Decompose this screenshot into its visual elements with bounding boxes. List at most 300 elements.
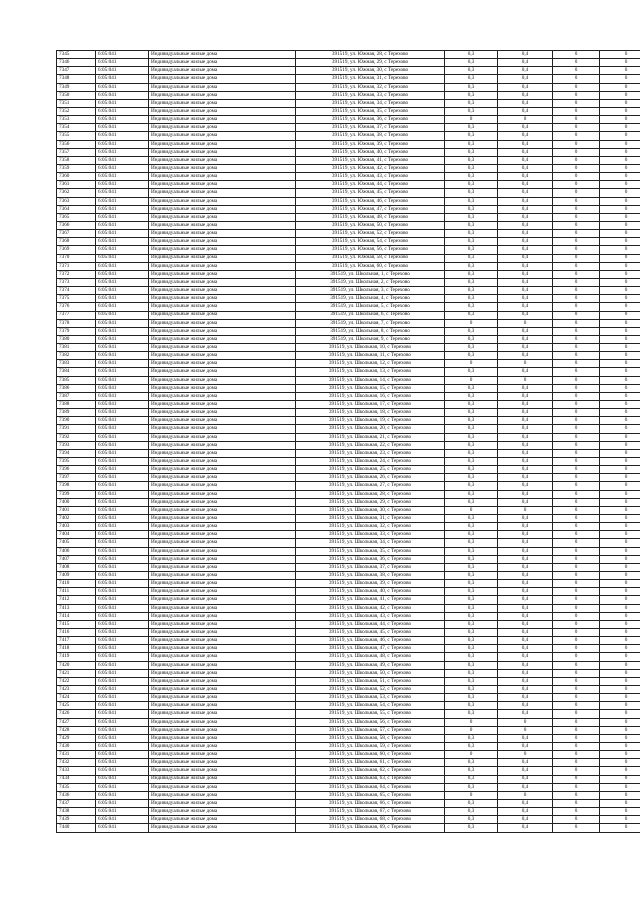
- table-row: [57, 278, 640, 286]
- address-cell: 391519, ул. Южная, 41, с Терехово: [296, 156, 445, 164]
- object-type-cell: Индивидуальные жилые дома: [149, 327, 296, 335]
- value-2-cell: 0,4: [498, 181, 553, 189]
- object-type-cell: Индивидуальные жилые дома: [149, 677, 296, 685]
- address-cell: 391519, ул. Школьная, 43, с Терехово: [296, 612, 445, 620]
- cadastral-code-cell: 6:05:041: [96, 490, 149, 498]
- row-number-cell: 7406: [57, 547, 96, 555]
- address-cell: 391519, ул. Школьная, 47, с Терехово: [296, 645, 445, 653]
- value-1-cell: 0: [445, 376, 498, 384]
- table-row: [57, 515, 640, 523]
- cadastral-code-cell: 6:05:041: [96, 376, 149, 384]
- address-cell: 391519, ул. Южная, 39, с Терехово: [296, 140, 445, 148]
- value-3-cell: 0: [553, 197, 600, 205]
- row-number-cell: 7351: [57, 99, 96, 107]
- value-2-cell: 0,4: [498, 547, 553, 555]
- value-1-cell: 0,3: [445, 555, 498, 563]
- cadastral-code-cell: 6:05:041: [96, 107, 149, 115]
- value-4-cell: 0: [600, 51, 640, 59]
- table-row: [57, 555, 640, 563]
- value-4-cell: 0: [600, 107, 640, 115]
- value-1-cell: 0: [445, 116, 498, 124]
- cadastral-code-cell: 6:05:041: [96, 205, 149, 213]
- object-type-cell: Индивидуальные жилые дома: [149, 59, 296, 67]
- row-number-cell: 7440: [57, 824, 96, 832]
- object-type-cell: Индивидуальные жилые дома: [149, 303, 296, 311]
- value-2-cell: 0,4: [498, 246, 553, 254]
- address-cell: 391519, ул. Школьная, 64, с Терехово: [296, 783, 445, 791]
- address-cell: 391519, ул. Школьная, 58, с Терехово: [296, 734, 445, 742]
- value-4-cell: 0: [600, 490, 640, 498]
- row-number-cell: 7431: [57, 751, 96, 759]
- address-cell: 391519, ул. Южная, 52, с Терехово: [296, 230, 445, 238]
- address-cell: 391519, ул. Школьная, 5, с Терехово: [296, 303, 445, 311]
- value-1-cell: 0,3: [445, 99, 498, 107]
- address-cell: 391519, ул. Южная, 31, с Терехово: [296, 75, 445, 83]
- value-3-cell: 0: [553, 588, 600, 596]
- value-2-cell: 0,4: [498, 742, 553, 750]
- value-4-cell: 0: [600, 197, 640, 205]
- table-row: [57, 319, 640, 327]
- value-4-cell: 0: [600, 620, 640, 628]
- object-type-cell: Индивидуальные жилые дома: [149, 718, 296, 726]
- cadastral-code-cell: 6:05:041: [96, 384, 149, 392]
- value-2-cell: 0,4: [498, 99, 553, 107]
- value-3-cell: 0: [553, 99, 600, 107]
- value-1-cell: 0,3: [445, 498, 498, 506]
- object-type-cell: Индивидуальные жилые дома: [149, 124, 296, 132]
- table-row: [57, 751, 640, 759]
- object-type-cell: Индивидуальные жилые дома: [149, 515, 296, 523]
- value-2-cell: 0,4: [498, 490, 553, 498]
- value-1-cell: 0,3: [445, 295, 498, 303]
- value-2-cell: 0,4: [498, 620, 553, 628]
- table-row: [57, 107, 640, 115]
- value-1-cell: 0,3: [445, 490, 498, 498]
- table-row: [57, 417, 640, 425]
- row-number-cell: 7392: [57, 433, 96, 441]
- object-type-cell: Индивидуальные жилые дома: [149, 295, 296, 303]
- value-1-cell: 0,3: [445, 742, 498, 750]
- value-1-cell: 0,3: [445, 368, 498, 376]
- row-number-cell: 7374: [57, 287, 96, 295]
- value-2-cell: 0,4: [498, 91, 553, 99]
- table-row: [57, 783, 640, 791]
- object-type-cell: Индивидуальные жилые дома: [149, 99, 296, 107]
- value-4-cell: 0: [600, 523, 640, 531]
- value-1-cell: 0,3: [445, 604, 498, 612]
- cadastral-code-cell: 6:05:041: [96, 523, 149, 531]
- cadastral-code-cell: 6:05:041: [96, 612, 149, 620]
- address-cell: 391519, ул. Школьная, 10, с Терехово: [296, 344, 445, 352]
- table-row: [57, 799, 640, 807]
- object-type-cell: Индивидуальные жилые дома: [149, 197, 296, 205]
- row-number-cell: 7393: [57, 441, 96, 449]
- value-2-cell: 0,4: [498, 661, 553, 669]
- value-2-cell: 0,4: [498, 799, 553, 807]
- value-3-cell: 0: [553, 344, 600, 352]
- address-cell: 391519, ул. Южная, 60, с Терехово: [296, 262, 445, 270]
- cadastral-code-cell: 6:05:041: [96, 140, 149, 148]
- object-type-cell: Индивидуальные жилые дома: [149, 173, 296, 181]
- row-number-cell: 7388: [57, 401, 96, 409]
- value-1-cell: 0: [445, 718, 498, 726]
- value-3-cell: 0: [553, 572, 600, 580]
- cadastral-code-cell: 6:05:041: [96, 238, 149, 246]
- value-2-cell: 0,4: [498, 637, 553, 645]
- row-number-cell: 7356: [57, 140, 96, 148]
- address-cell: 391519, ул. Школьная, 1, с Терехово: [296, 270, 445, 278]
- value-3-cell: 0: [553, 620, 600, 628]
- row-number-cell: 7357: [57, 148, 96, 156]
- value-1-cell: 0,3: [445, 425, 498, 433]
- cadastral-code-cell: 6:05:041: [96, 59, 149, 67]
- cadastral-code-cell: 6:05:041: [96, 661, 149, 669]
- cadastral-code-cell: 6:05:041: [96, 173, 149, 181]
- table-row: [57, 572, 640, 580]
- value-2-cell: 0: [498, 319, 553, 327]
- cadastral-code-cell: 6:05:041: [96, 653, 149, 661]
- value-4-cell: 0: [600, 164, 640, 172]
- table-row: [57, 246, 640, 254]
- address-cell: 391519, ул. Школьная, 3, с Терехово: [296, 287, 445, 295]
- value-1-cell: 0,3: [445, 409, 498, 417]
- object-type-cell: Индивидуальные жилые дома: [149, 376, 296, 384]
- table-row: [57, 661, 640, 669]
- object-type-cell: Индивидуальные жилые дома: [149, 458, 296, 466]
- value-1-cell: 0,3: [445, 759, 498, 767]
- object-type-cell: Индивидуальные жилые дома: [149, 368, 296, 376]
- value-2-cell: 0,4: [498, 295, 553, 303]
- value-3-cell: 0: [553, 238, 600, 246]
- table-row: [57, 498, 640, 506]
- row-number-cell: 7365: [57, 213, 96, 221]
- row-number-cell: 7367: [57, 230, 96, 238]
- table-row: [57, 140, 640, 148]
- address-cell: 391519, ул. Школьная, 55, с Терехово: [296, 710, 445, 718]
- address-cell: 391519, ул. Южная, 43, с Терехово: [296, 173, 445, 181]
- cadastral-code-cell: 6:05:041: [96, 368, 149, 376]
- cadastral-code-cell: 6:05:041: [96, 254, 149, 262]
- row-number-cell: 7384: [57, 368, 96, 376]
- value-4-cell: 0: [600, 417, 640, 425]
- value-1-cell: 0: [445, 726, 498, 734]
- value-3-cell: 0: [553, 710, 600, 718]
- value-2-cell: 0,4: [498, 140, 553, 148]
- value-1-cell: 0,3: [445, 303, 498, 311]
- value-2-cell: 0,4: [498, 173, 553, 181]
- row-number-cell: 7387: [57, 392, 96, 400]
- row-number-cell: 7420: [57, 661, 96, 669]
- value-1-cell: 0,3: [445, 653, 498, 661]
- cadastral-code-cell: 6:05:041: [96, 83, 149, 91]
- value-2-cell: 0,4: [498, 572, 553, 580]
- value-1-cell: 0,3: [445, 441, 498, 449]
- value-3-cell: 0: [553, 368, 600, 376]
- cadastral-code-cell: 6:05:041: [96, 449, 149, 457]
- table-row: [57, 213, 640, 221]
- value-4-cell: 0: [600, 726, 640, 734]
- object-type-cell: Индивидуальные жилые дома: [149, 612, 296, 620]
- value-2-cell: 0,4: [498, 523, 553, 531]
- object-type-cell: Индивидуальные жилые дома: [149, 572, 296, 580]
- address-cell: 391519, ул. Школьная, 17, с Терехово: [296, 401, 445, 409]
- object-type-cell: Индивидуальные жилые дома: [149, 164, 296, 172]
- value-2-cell: 0,4: [498, 677, 553, 685]
- value-3-cell: 0: [553, 148, 600, 156]
- table-row: [57, 124, 640, 132]
- value-4-cell: 0: [600, 319, 640, 327]
- object-type-cell: Индивидуальные жилые дома: [149, 751, 296, 759]
- address-cell: 391519, ул. Школьная, 25, с Терехово: [296, 466, 445, 474]
- value-2-cell: 0,4: [498, 539, 553, 547]
- cadastral-code-cell: 6:05:041: [96, 458, 149, 466]
- value-4-cell: 0: [600, 441, 640, 449]
- row-number-cell: 7416: [57, 628, 96, 636]
- value-4-cell: 0: [600, 637, 640, 645]
- value-1-cell: 0,3: [445, 816, 498, 824]
- object-type-cell: Индивидуальные жилые дома: [149, 278, 296, 286]
- value-3-cell: 0: [553, 531, 600, 539]
- row-number-cell: 7423: [57, 685, 96, 693]
- row-number-cell: 7386: [57, 384, 96, 392]
- cadastral-code-cell: 6:05:041: [96, 392, 149, 400]
- row-number-cell: 7402: [57, 515, 96, 523]
- address-cell: 391519, ул. Южная, 48, с Терехово: [296, 213, 445, 221]
- object-type-cell: Индивидуальные жилые дома: [149, 775, 296, 783]
- value-4-cell: 0: [600, 669, 640, 677]
- value-3-cell: 0: [553, 319, 600, 327]
- row-number-cell: 7401: [57, 506, 96, 514]
- row-number-cell: 7425: [57, 702, 96, 710]
- object-type-cell: Индивидуальные жилые дома: [149, 425, 296, 433]
- address-cell: 391519, ул. Школьная, 23, с Терехово: [296, 449, 445, 457]
- table-row: [57, 694, 640, 702]
- value-4-cell: 0: [600, 148, 640, 156]
- value-3-cell: 0: [553, 783, 600, 791]
- value-1-cell: 0,3: [445, 278, 498, 286]
- object-type-cell: Индивидуальные жилые дома: [149, 824, 296, 832]
- value-4-cell: 0: [600, 767, 640, 775]
- row-number-cell: 7347: [57, 67, 96, 75]
- value-2-cell: 0,4: [498, 278, 553, 286]
- cadastral-code-cell: 6:05:041: [96, 466, 149, 474]
- value-3-cell: 0: [553, 759, 600, 767]
- cadastral-code-cell: 6:05:041: [96, 669, 149, 677]
- address-cell: 391519, ул. Школьная, 11, с Терехово: [296, 352, 445, 360]
- value-1-cell: 0,3: [445, 417, 498, 425]
- value-3-cell: 0: [553, 482, 600, 490]
- object-type-cell: Индивидуальные жилые дома: [149, 140, 296, 148]
- value-1-cell: 0,3: [445, 824, 498, 832]
- object-type-cell: Индивидуальные жилые дома: [149, 148, 296, 156]
- row-number-cell: 7422: [57, 677, 96, 685]
- row-number-cell: 7394: [57, 449, 96, 457]
- value-2-cell: 0: [498, 791, 553, 799]
- row-number-cell: 7415: [57, 620, 96, 628]
- table-row: [57, 409, 640, 417]
- value-4-cell: 0: [600, 287, 640, 295]
- value-4-cell: 0: [600, 238, 640, 246]
- row-number-cell: 7430: [57, 742, 96, 750]
- value-3-cell: 0: [553, 751, 600, 759]
- cadastral-code-cell: 6:05:041: [96, 425, 149, 433]
- table-row: [57, 392, 640, 400]
- value-4-cell: 0: [600, 352, 640, 360]
- object-type-cell: Индивидуальные жилые дома: [149, 816, 296, 824]
- table-row: [57, 221, 640, 229]
- value-1-cell: 0,3: [445, 230, 498, 238]
- object-type-cell: Индивидуальные жилые дома: [149, 604, 296, 612]
- value-1-cell: 0,3: [445, 523, 498, 531]
- address-cell: 391519, ул. Южная, 46, с Терехово: [296, 197, 445, 205]
- value-4-cell: 0: [600, 506, 640, 514]
- value-3-cell: 0: [553, 742, 600, 750]
- value-3-cell: 0: [553, 458, 600, 466]
- value-4-cell: 0: [600, 173, 640, 181]
- object-type-cell: Индивидуальные жилые дома: [149, 441, 296, 449]
- value-4-cell: 0: [600, 327, 640, 335]
- cadastral-code-cell: 6:05:041: [96, 75, 149, 83]
- value-4-cell: 0: [600, 710, 640, 718]
- value-2-cell: 0,4: [498, 759, 553, 767]
- table-row: [57, 734, 640, 742]
- value-3-cell: 0: [553, 612, 600, 620]
- value-4-cell: 0: [600, 816, 640, 824]
- cadastral-code-cell: 6:05:041: [96, 91, 149, 99]
- row-number-cell: 7372: [57, 270, 96, 278]
- address-cell: 391519, ул. Южная, 33, с Терехово: [296, 91, 445, 99]
- address-cell: 391519, ул. Школьная, 50, с Терехово: [296, 669, 445, 677]
- value-1-cell: 0,3: [445, 637, 498, 645]
- cadastral-code-cell: 6:05:041: [96, 718, 149, 726]
- row-number-cell: 7358: [57, 156, 96, 164]
- row-number-cell: 7418: [57, 645, 96, 653]
- object-type-cell: Индивидуальные жилые дома: [149, 799, 296, 807]
- value-2-cell: 0,4: [498, 612, 553, 620]
- value-2-cell: 0,4: [498, 148, 553, 156]
- object-type-cell: Индивидуальные жилые дома: [149, 734, 296, 742]
- object-type-cell: Индивидуальные жилые дома: [149, 51, 296, 59]
- value-3-cell: 0: [553, 352, 600, 360]
- value-2-cell: 0: [498, 718, 553, 726]
- cadastral-code-cell: 6:05:041: [96, 303, 149, 311]
- value-1-cell: 0,3: [445, 482, 498, 490]
- object-type-cell: Индивидуальные жилые дома: [149, 335, 296, 343]
- address-cell: 391519, ул. Школьная, 4, с Терехово: [296, 295, 445, 303]
- value-1-cell: 0,3: [445, 710, 498, 718]
- value-2-cell: 0,4: [498, 132, 553, 140]
- object-type-cell: Индивидуальные жилые дома: [149, 653, 296, 661]
- value-3-cell: 0: [553, 563, 600, 571]
- address-cell: 391519, ул. Школьная, 69, с Терехово: [296, 824, 445, 832]
- value-3-cell: 0: [553, 327, 600, 335]
- value-3-cell: 0: [553, 246, 600, 254]
- cadastral-code-cell: 6:05:041: [96, 230, 149, 238]
- table-row: [57, 449, 640, 457]
- row-number-cell: 7359: [57, 164, 96, 172]
- value-2-cell: 0,4: [498, 352, 553, 360]
- cadastral-code-cell: 6:05:041: [96, 319, 149, 327]
- cadastral-code-cell: 6:05:041: [96, 181, 149, 189]
- cadastral-code-cell: 6:05:041: [96, 694, 149, 702]
- value-4-cell: 0: [600, 189, 640, 197]
- row-number-cell: 7429: [57, 734, 96, 742]
- table-row: [57, 270, 640, 278]
- value-2-cell: 0,4: [498, 221, 553, 229]
- value-3-cell: 0: [553, 392, 600, 400]
- value-4-cell: 0: [600, 808, 640, 816]
- address-cell: 391519, ул. Южная, 28, с Терехово: [296, 51, 445, 59]
- value-2-cell: 0,4: [498, 156, 553, 164]
- value-3-cell: 0: [553, 661, 600, 669]
- object-type-cell: Индивидуальные жилые дома: [149, 580, 296, 588]
- value-4-cell: 0: [600, 156, 640, 164]
- value-1-cell: 0: [445, 319, 498, 327]
- cadastral-code-cell: 6:05:041: [96, 441, 149, 449]
- row-number-cell: 7368: [57, 238, 96, 246]
- value-2-cell: 0,4: [498, 433, 553, 441]
- row-number-cell: 7427: [57, 718, 96, 726]
- table-row: [57, 531, 640, 539]
- row-number-cell: 7413: [57, 604, 96, 612]
- value-4-cell: 0: [600, 645, 640, 653]
- value-4-cell: 0: [600, 278, 640, 286]
- value-3-cell: 0: [553, 645, 600, 653]
- address-cell: 391519, ул. Южная, 29, с Терехово: [296, 59, 445, 67]
- value-4-cell: 0: [600, 221, 640, 229]
- value-2-cell: 0,4: [498, 466, 553, 474]
- value-3-cell: 0: [553, 539, 600, 547]
- object-type-cell: Индивидуальные жилые дома: [149, 221, 296, 229]
- value-2-cell: 0,4: [498, 164, 553, 172]
- value-3-cell: 0: [553, 311, 600, 319]
- cadastral-code-cell: 6:05:041: [96, 344, 149, 352]
- value-4-cell: 0: [600, 751, 640, 759]
- cadastral-code-cell: 6:05:041: [96, 116, 149, 124]
- value-2-cell: 0,4: [498, 262, 553, 270]
- value-1-cell: 0,3: [445, 238, 498, 246]
- value-4-cell: 0: [600, 458, 640, 466]
- address-cell: 391519, ул. Южная, 35, с Терехово: [296, 107, 445, 115]
- object-type-cell: Индивидуальные жилые дома: [149, 791, 296, 799]
- value-1-cell: 0,3: [445, 433, 498, 441]
- table-row: [57, 327, 640, 335]
- object-type-cell: Индивидуальные жилые дома: [149, 344, 296, 352]
- table-row: [57, 148, 640, 156]
- address-cell: 391519, ул. Школьная, 26, с Терехово: [296, 474, 445, 482]
- value-2-cell: 0,4: [498, 311, 553, 319]
- value-4-cell: 0: [600, 702, 640, 710]
- value-1-cell: 0,3: [445, 580, 498, 588]
- table-row: [57, 197, 640, 205]
- address-cell: 391519, ул. Школьная, 31, с Терехово: [296, 515, 445, 523]
- value-1-cell: 0,3: [445, 685, 498, 693]
- value-4-cell: 0: [600, 612, 640, 620]
- object-type-cell: Индивидуальные жилые дома: [149, 230, 296, 238]
- value-3-cell: 0: [553, 189, 600, 197]
- cadastral-code-cell: 6:05:041: [96, 99, 149, 107]
- table-row: [57, 726, 640, 734]
- value-2-cell: 0,4: [498, 441, 553, 449]
- value-4-cell: 0: [600, 254, 640, 262]
- row-number-cell: 7385: [57, 376, 96, 384]
- value-4-cell: 0: [600, 311, 640, 319]
- table-row: [57, 164, 640, 172]
- value-1-cell: 0,3: [445, 401, 498, 409]
- value-1-cell: 0,3: [445, 588, 498, 596]
- cadastral-code-cell: 6:05:041: [96, 270, 149, 278]
- address-cell: 391519, ул. Школьная, 67, с Терехово: [296, 808, 445, 816]
